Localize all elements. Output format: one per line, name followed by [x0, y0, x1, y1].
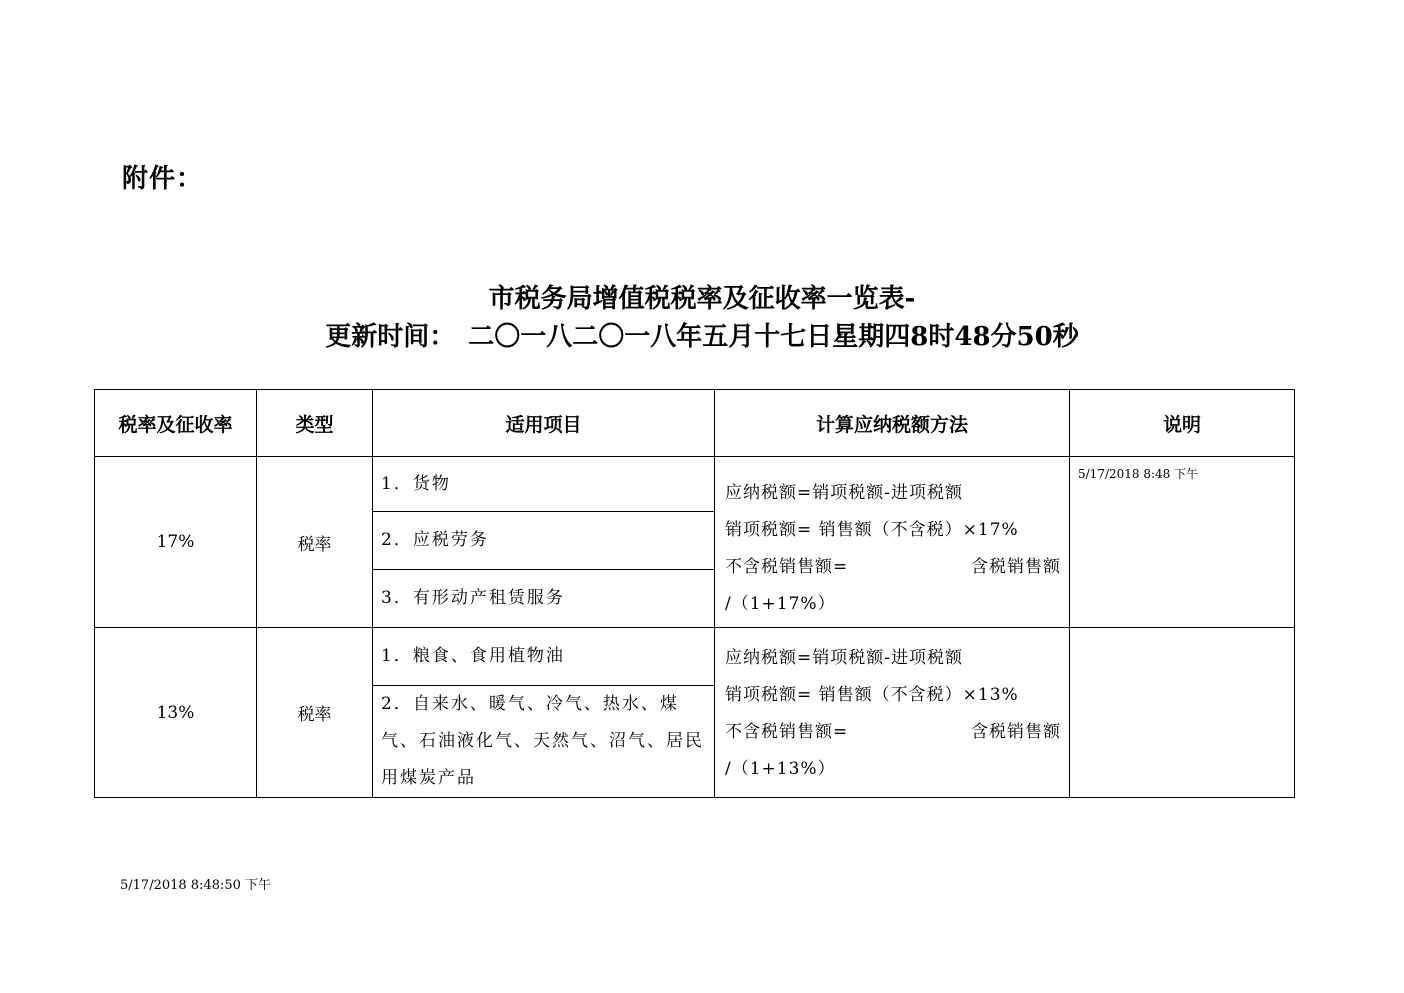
- table-row: [95, 457, 1295, 512]
- page-title: [0, 280, 1404, 356]
- title-line-2: 更新时间： 二〇一八二〇一八年五月十七日星期四8时48分50秒: [325, 322, 1079, 352]
- rate-cell: 13%: [95, 628, 257, 798]
- header-items: 适用项目: [373, 390, 715, 457]
- method-line: /（1+13%）: [725, 759, 836, 779]
- header-note: 说明: [1070, 390, 1295, 457]
- method-line-right: 含税销售额: [971, 557, 1061, 577]
- type-cell: 税率: [257, 628, 373, 798]
- note-cell: [1070, 628, 1295, 798]
- method-line: 销项税额= 销售额（不含税）×13%: [725, 685, 1019, 705]
- item-cell: 3．有形动产租赁服务: [373, 570, 715, 628]
- method-cell: [715, 628, 1070, 798]
- item-cell: 1．粮食、食用植物油: [373, 628, 715, 686]
- method-line: 应纳税额=销项税额-进项税额: [725, 648, 963, 668]
- item-cell: 2．自来水、暖气、冷气、热水、煤气、石油液化气、天然气、沼气、居民用煤炭产品: [373, 686, 715, 798]
- rate-cell: 17%: [95, 457, 257, 628]
- header-method: 计算应纳税额方法: [715, 390, 1070, 457]
- table-row: [95, 628, 1295, 686]
- header-rate: 税率及征收率: [95, 390, 257, 457]
- tax-rate-table: [94, 389, 1295, 798]
- note-cell: 5/17/2018 8:48 下午: [1070, 457, 1295, 628]
- method-line-right: 含税销售额: [971, 722, 1061, 742]
- method-line-left: 不含税销售额=: [725, 557, 849, 577]
- table-header-row: [95, 390, 1295, 457]
- footer-timestamp: 5/17/2018 8:48:50 下午: [120, 878, 272, 893]
- item-cell: 1．货物: [373, 457, 715, 512]
- title-line-1: 市税务局增值税税率及征收率一览表-: [488, 284, 916, 314]
- type-cell: 税率: [257, 457, 373, 628]
- method-line: 销项税额= 销售额（不含税）×17%: [725, 520, 1019, 540]
- method-line: [725, 714, 1061, 751]
- method-line: /（1+17%）: [725, 594, 836, 614]
- method-line-left: 不含税销售额=: [725, 722, 849, 742]
- method-line: 应纳税额=销项税额-进项税额: [725, 483, 963, 503]
- method-cell: [715, 457, 1070, 628]
- header-type: 类型: [257, 390, 373, 457]
- item-cell: 2．应税劳务: [373, 512, 715, 570]
- method-line: [725, 549, 1061, 586]
- attachment-label: 附件：: [122, 164, 204, 194]
